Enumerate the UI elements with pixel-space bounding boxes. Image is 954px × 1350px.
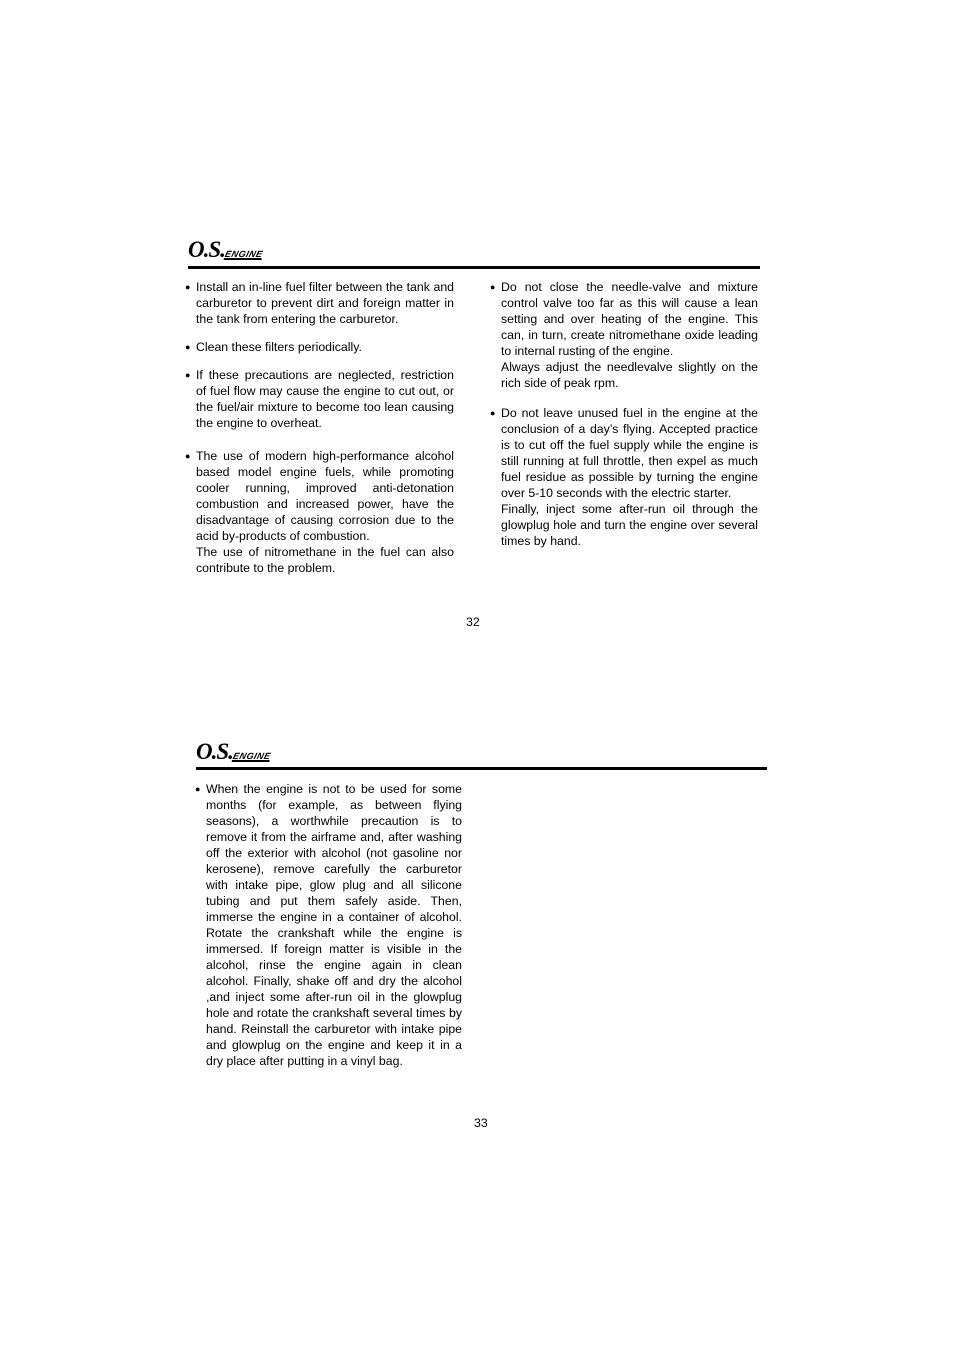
left-column (195, 781, 462, 1069)
header-rule (196, 767, 767, 770)
bullet-item: ● Do not close the needle-valve and mixture control valve too far as this will cause a lean setting and over heating of the engine. This can, in turn, create nitromethane oxide leading to internal rusting of the engine. Always adjust the needlevalve slightly on the rich side of peak rpm. (490, 280, 758, 390)
right-column (490, 279, 758, 549)
bullet-icon: ● (185, 342, 191, 352)
header-rule (188, 266, 760, 269)
bullet-icon: ● (185, 370, 191, 380)
left-column (185, 279, 454, 576)
bullet-icon: ● (185, 451, 191, 461)
bullet-icon: ● (490, 408, 496, 418)
os-engine-logo: O.S.ENGINE (196, 739, 272, 764)
page-number: 33 (474, 1116, 488, 1130)
page-number: 32 (466, 615, 480, 629)
bullet-item: ● Clean these filters periodically. (185, 340, 362, 354)
os-engine-logo: O.S.ENGINE (188, 237, 264, 262)
bullet-icon: ● (185, 282, 191, 292)
bullet-item: ● Install an in-line fuel filter between the tank and carburetor to prevent dirt and foreign matter in the tank from entering the carburetor. (185, 280, 454, 326)
bullet-item: ● The use of modern high-performance alcohol based model engine fuels, while promoting cooler running, improved anti-detonation combustion and increased power, have the disadvantage of causing corrosion due to the acid by-products of combustion. The use of nitromethane in the fuel can also contribute to the problem. (185, 449, 454, 575)
bullet-icon: ● (195, 784, 201, 794)
bullet-item: ● When the engine is not to be used for some months (for example, as between flying seasons), a worthwhile precaution is to remove it from the airframe and, after washing off the exterior with alcohol (not gasoline nor kerosene), remove carefully the carburetor with intake pipe, glow plug and all silicone tubing and put them safely aside. Then, immerse the engine in a container of alcohol. Rotate the crankshaft while the engine is immersed. If foreign matter is visible in the alcohol, rinse the engine again in clean alcohol. Finally, shake off and dry the alcohol ,and inject some after-run oil in the glowplug hole and rotate the crankshaft several times by hand. Reinstall the carburetor with intake pipe and glowplug on the engine and keep it in a dry place after putting in a vinyl bag. (195, 782, 462, 1068)
bullet-icon: ● (490, 282, 496, 292)
bullet-item: ● Do not leave unused fuel in the engine at the conclusion of a day’s flying. Accepted practice is to cut off the fuel supply while the engine is still running at full throttle, then expel as much fuel residue as possible by turning the engine over 5-10 seconds with the electric starter. Finally, inject some after-run oil through the glowplug hole and turn the engine over several times by hand. (490, 406, 758, 548)
bullet-item: ● If these precautions are neglected, restriction of fuel flow may cause the engine to cut out, or the fuel/air mixture to become too lean causing the engine to overheat. (185, 368, 454, 430)
